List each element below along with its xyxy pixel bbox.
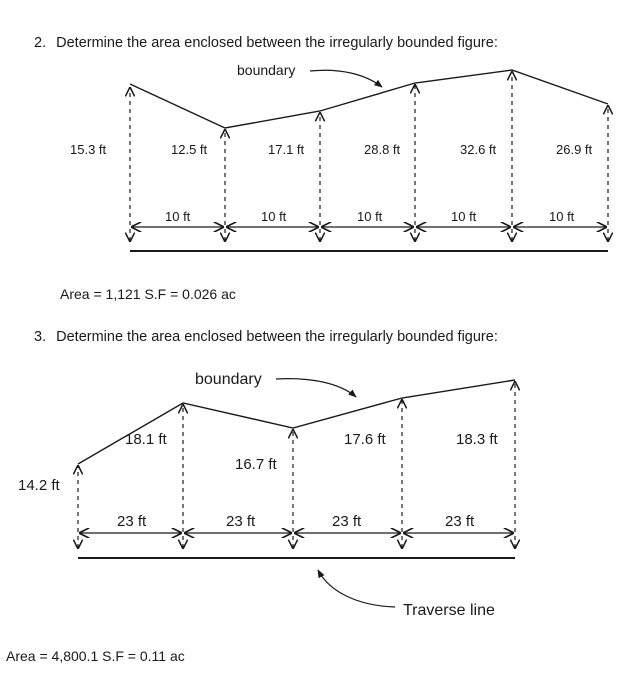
offset-label: 32.6 ft	[460, 142, 497, 157]
figure-problem-3	[18, 371, 515, 619]
problem-2-prompt: Determine the area enclosed between the irregularly bounded figure:	[56, 35, 498, 51]
problem-2-number: 2.	[34, 35, 47, 51]
problem-3-prompt: Determine the area enclosed between the irregularly bounded figure:	[56, 329, 498, 345]
offset-label: 26.9 ft	[556, 142, 593, 157]
traverse-label: Traverse line	[403, 602, 495, 619]
spacing-label: 10 ft	[549, 209, 575, 224]
problem-3-area: Area = 4,800.1 S.F = 0.11 ac	[6, 648, 185, 664]
figure-problem-2	[70, 62, 608, 251]
problem-3-number: 3.	[34, 329, 47, 345]
spacing-label: 23 ft	[332, 513, 362, 530]
spacing-label: 10 ft	[165, 209, 191, 224]
problem-3-heading	[34, 329, 498, 345]
spacing-label: 10 ft	[451, 209, 477, 224]
boundary-line	[78, 380, 515, 464]
offset-label: 15.3 ft	[70, 142, 107, 157]
traverse-callout-arrow	[318, 570, 395, 607]
boundary-callout-arrow	[276, 379, 356, 397]
spacing-label: 23 ft	[117, 513, 147, 530]
boundary-callout-arrow	[310, 70, 382, 87]
spacing-label: 10 ft	[261, 209, 287, 224]
boundary-label: boundary	[195, 371, 262, 388]
offset-label: 14.2 ft	[18, 477, 60, 494]
spacing-label: 23 ft	[445, 513, 475, 530]
problem-2-area: Area = 1,121 S.F = 0.026 ac	[60, 286, 236, 302]
boundary-label: boundary	[237, 62, 296, 78]
spacing-label: 10 ft	[357, 209, 383, 224]
offset-label: 17.1 ft	[268, 142, 305, 157]
offset-label: 18.1 ft	[125, 431, 167, 448]
offset-label: 12.5 ft	[171, 142, 208, 157]
offset-label: 17.6 ft	[344, 431, 386, 448]
offset-label: 16.7 ft	[235, 456, 277, 473]
offset-label: 28.8 ft	[364, 142, 401, 157]
offset-label: 18.3 ft	[456, 431, 498, 448]
spacing-label: 23 ft	[226, 513, 256, 530]
